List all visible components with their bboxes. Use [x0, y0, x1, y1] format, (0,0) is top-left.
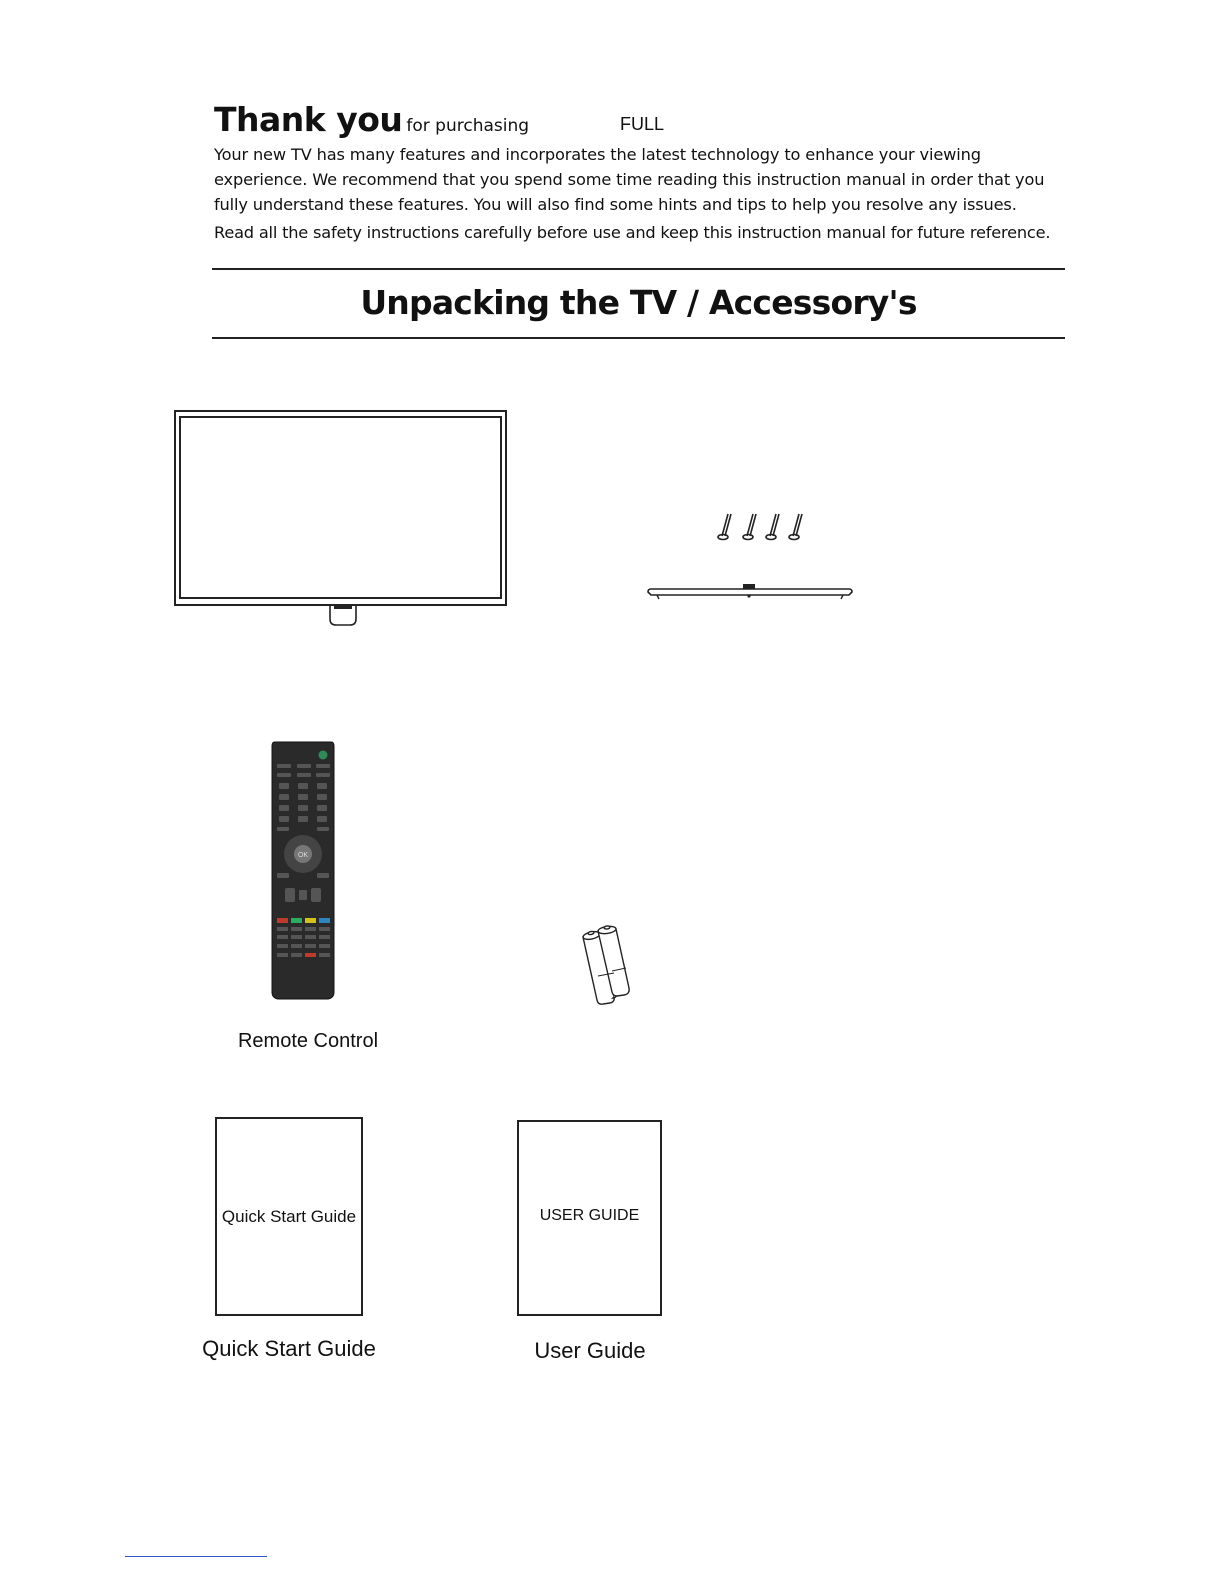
remote-control-caption: Remote Control: [237, 1030, 379, 1052]
quick-start-guide-caption: Quick Start Guide: [202, 1336, 376, 1361]
intro-block: [214, 100, 1074, 245]
thank-you-line: [214, 100, 1074, 139]
remote-control-icon: [270, 740, 336, 1002]
full-text: FULL: [620, 114, 665, 134]
quick-start-guide-cover-text: Quick Start Guide: [221, 1206, 357, 1226]
user-guide-booklet: [517, 1120, 662, 1316]
thank-you-heading: Thank you: [214, 100, 403, 139]
tv-icon: [170, 405, 515, 630]
user-guide-cover-text: USER GUIDE: [539, 1207, 640, 1224]
user-guide-caption: User Guide: [534, 1338, 646, 1363]
bottom-rule: [212, 337, 1065, 339]
intro-paragraph: Your new TV has many features and incorporates the latest technology to enhance your viewing experience. We recommend that you spend some time reading this instruction manual in order that you fully understand these features. You will also find some hints and tips to help you resolve any issues.: [214, 145, 1045, 214]
quick-start-guide-booklet: [215, 1117, 363, 1316]
footer-link-underline: [125, 1556, 267, 1557]
section-title: Unpacking the TV / Accessory's: [360, 283, 917, 322]
top-rule: [212, 268, 1065, 270]
for-purchasing-text: for purchasing: [406, 116, 530, 136]
screws-icon: [712, 510, 812, 544]
stand-base-icon: [645, 580, 855, 606]
svg-text:OK: OK: [297, 852, 309, 859]
batteries-icon: [570, 922, 640, 1014]
safety-paragraph: Read all the safety instructions carefully before use and keep this instruction manual for future reference.: [214, 223, 1051, 242]
